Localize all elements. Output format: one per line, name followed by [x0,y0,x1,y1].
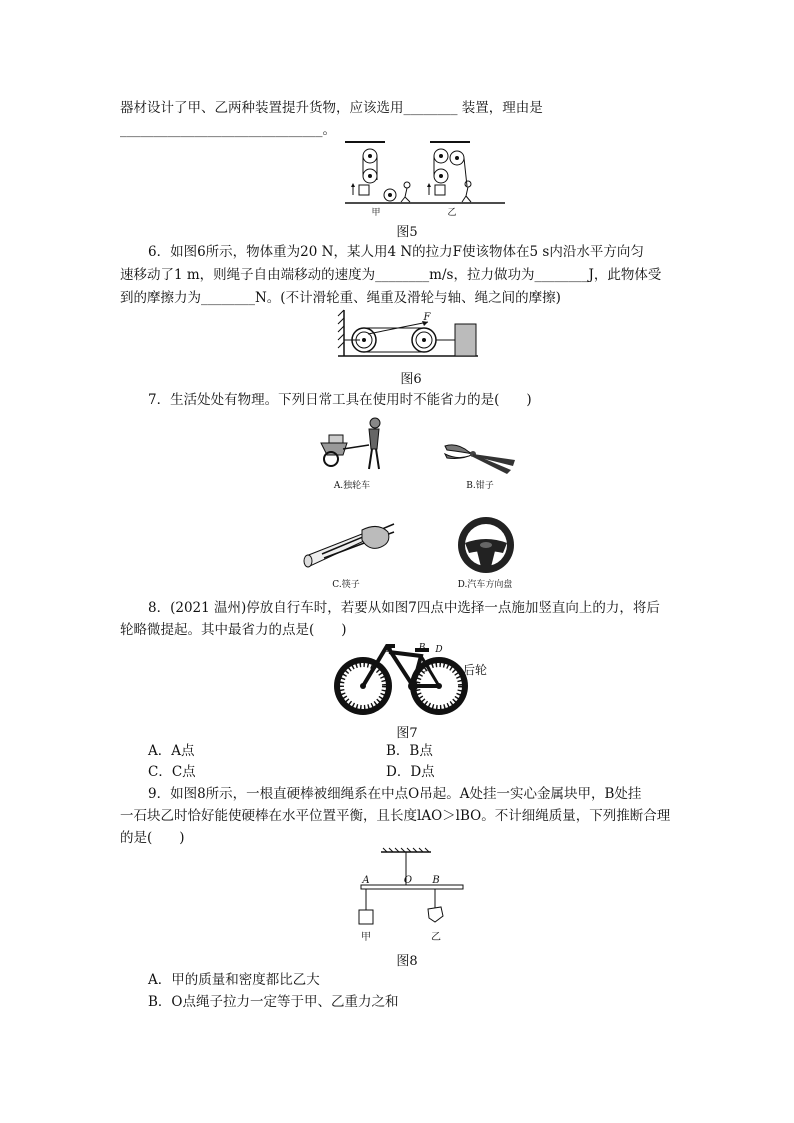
q7-option-b: B.钳子 [466,481,494,491]
q7-option-a: A.独轮车 [333,481,371,491]
figure-6-caption: 图6 [400,372,422,387]
q8-option-b: B．B点 [386,743,433,759]
q9-line-3: 的是( ) [120,830,185,846]
q7-option-c: C.筷子 [332,580,360,590]
figure-8-caption: 图8 [396,954,418,969]
bike-point-c: C [420,665,428,675]
q7-stem: 7．生活处处有物理。下列日常工具在使用时不能省力的是( ) [148,392,532,408]
q8-line-1: 8．(2021 温州)停放自行车时，若要从如图7四点中选择一点施加竖直向上的力，将后 [148,600,660,616]
bike-point-b: B [418,643,426,653]
chopsticks-icon [302,520,397,572]
lever-point-b: B [432,875,440,886]
q6-line-2: 速移动了1 m，则绳子自由端移动的速度为________m/s，拉力做功为________J，此物体受 [120,267,662,283]
figure-6-pulley-block [338,310,478,360]
fig6-force-label: F [423,312,431,323]
fig5-label-jia: 甲 [371,208,381,218]
q7-option-d: D.汽车方向盘 [457,580,513,590]
q9-option-a: A．甲的质量和密度都比乙大 [148,972,320,988]
wheelbarrow-icon [317,415,387,475]
figure-5-caption: 图5 [396,225,418,240]
q8-line-2: 轮略微提起。其中最省力的点是( ) [120,622,347,638]
lever-point-o: O [403,875,413,886]
lever-label-yi: 乙 [431,932,441,943]
q9-option-b: B．O点绳子拉力一定等于甲、乙重力之和 [148,994,399,1010]
figure-7-caption: 图7 [396,726,418,741]
steering-wheel-icon [455,515,517,575]
q9-line-1: 9．如图8所示，一根直硬棒被细绳系在中点O吊起。A处挂一实心金属块甲，B处挂 [148,786,642,802]
lever-point-a: A [362,875,370,886]
bicycle-figure [333,640,473,718]
q5-line-1: 器材设计了甲、乙两种装置提升货物，应该选用________ 装置，理由是 [120,100,543,116]
q8-option-a: A．A点 [148,743,195,759]
bike-point-a: A [386,645,394,655]
q5-line-2: ______________________________。 [120,122,336,138]
fig5-label-yi: 乙 [447,208,457,218]
pliers-icon [443,440,518,475]
bike-rear-wheel-label: 后轮 [462,663,487,677]
q8-option-d: D．D点 [386,764,435,780]
q6-line-1: 6．如图6所示，物体重为20 N，某人用4 N的拉力F使该物体在5 s内沿水平方向匀 [148,244,644,260]
q9-line-2: 一石块乙时恰好能使硬棒在水平位置平衡，且长度lAO＞lBO。不计细绳质量，下列推断合理 [120,808,671,824]
lever-label-jia: 甲 [361,932,371,943]
figure-5-pulleys [345,140,505,215]
q8-option-c: C．C点 [148,764,196,780]
q6-line-3: 到的摩擦力为________N。(不计滑轮重、绳重及滑轮与轴、绳之间的摩擦) [120,290,561,306]
bike-point-d: D [435,645,443,655]
figure-8-lever [355,848,470,940]
